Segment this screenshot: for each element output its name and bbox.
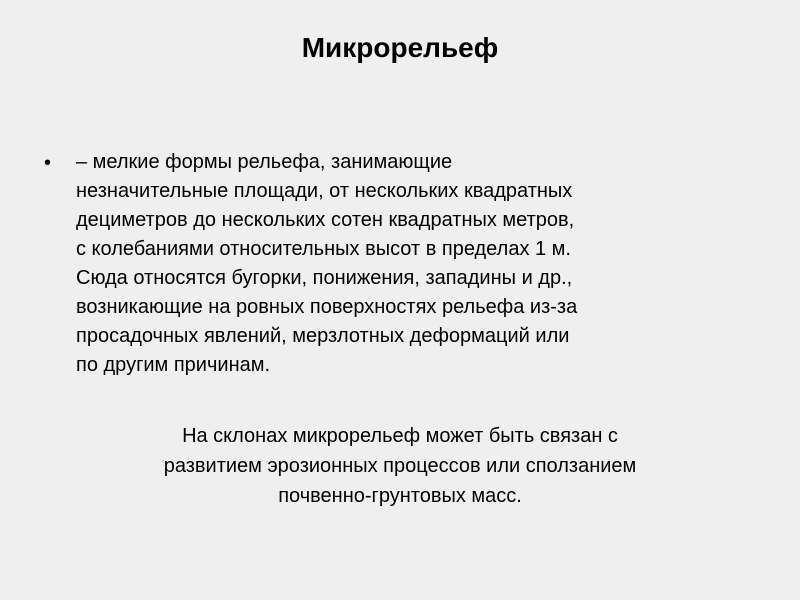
bullet-line: дециметров до нескольких сотен квадратных метров, (76, 209, 575, 231)
slide-title: Микрорельеф (301, 32, 499, 63)
bullet-line: просадочных явлений, мерзлотных деформаций или (76, 325, 570, 347)
bullet-line: возникающие на ровных поверхностях рельефа из-за (76, 296, 578, 318)
bullet-line: незначительные площади, от нескольких квадратных (76, 180, 573, 202)
bullet-line: Сюда относятся бугорки, понижения, западины и др., (76, 267, 573, 289)
paragraph-line: На склонах микрорельеф может быть связан с (182, 425, 618, 447)
centered-paragraph (60, 421, 740, 511)
bullet-marker: • (44, 152, 52, 174)
bullet-line: – мелкие формы рельефа, занимающие (76, 151, 453, 173)
paragraph-line: почвенно-грунтовых масс. (278, 485, 522, 507)
bullet-line: с колебаниями относительных высот в пределах 1 м. (76, 238, 571, 260)
paragraph-line: развитием эрозионных процессов или сползанием (163, 455, 637, 477)
bullet-line: по другим причинам. (76, 354, 271, 376)
bullet-text (76, 148, 764, 380)
